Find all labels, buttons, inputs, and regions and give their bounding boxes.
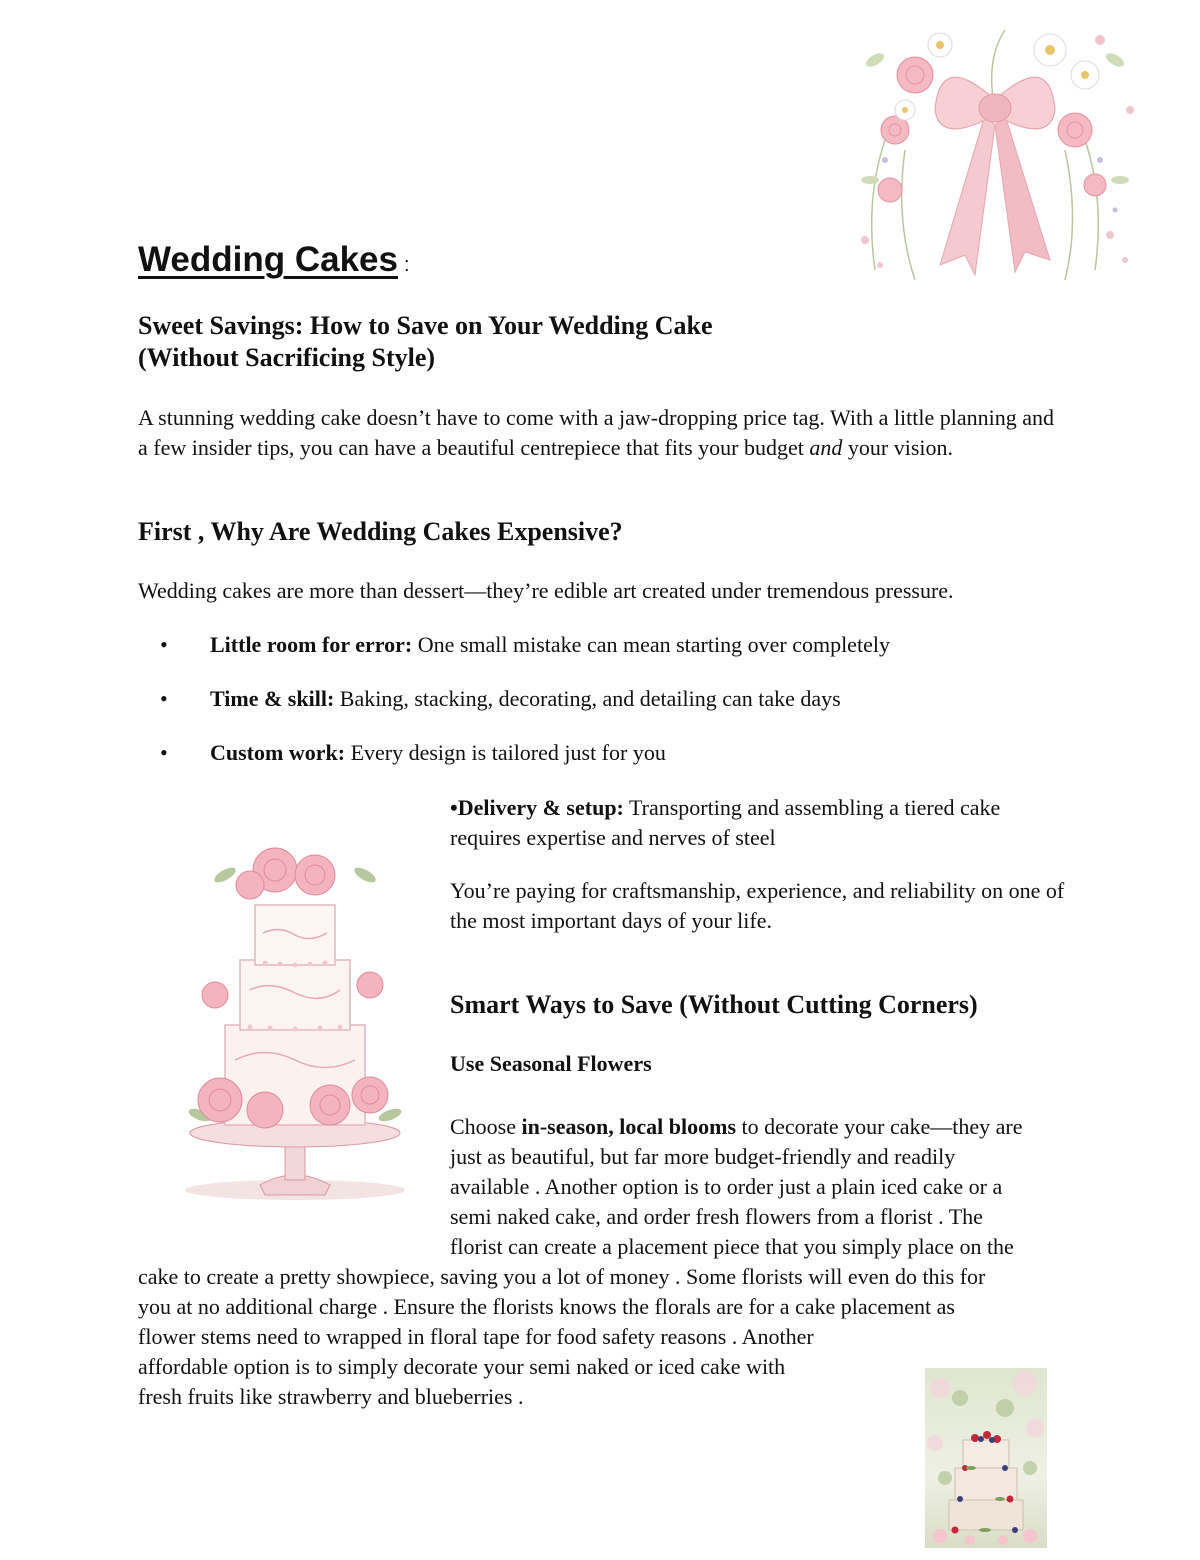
flowers-line-2: just as beautiful, but far more budget-friendly and readily bbox=[450, 1144, 956, 1169]
list-item bbox=[160, 630, 890, 660]
list-item bbox=[160, 738, 666, 768]
flowers-line-1 bbox=[450, 1112, 1023, 1142]
main-heading-line-2: (Without Sacrificing Style) bbox=[138, 343, 436, 372]
intro-paragraph bbox=[138, 403, 1058, 463]
why-intro: Wedding cakes are more than dessert—they’re edible art created under tremendous pressure. bbox=[138, 578, 954, 603]
main-heading bbox=[138, 310, 713, 374]
seasonal-flowers-subheading: Use Seasonal Flowers bbox=[450, 1051, 652, 1076]
title-colon: : bbox=[403, 254, 410, 276]
flowers-line-3: available . Another option is to order just a plain iced cake or a bbox=[450, 1174, 1003, 1199]
bullet-text: Baking, stacking, decorating, and detailing can take days bbox=[334, 686, 841, 711]
bullet-text: Every design is tailored just for you bbox=[345, 740, 666, 765]
bow-floral-illustration bbox=[845, 20, 1145, 310]
flowers-l1-rest: to decorate your cake—they are bbox=[736, 1114, 1023, 1139]
flowers-bold: in-season, local blooms bbox=[521, 1114, 737, 1139]
smart-ways-heading: Smart Ways to Save (Without Cutting Corners) bbox=[450, 990, 978, 1019]
flowers-line-10: fresh fruits like strawberry and blueberries . bbox=[138, 1384, 524, 1409]
paying-paragraph: You’re paying for craftsmanship, experience, and reliability on one of the most important days of your life. bbox=[450, 878, 1065, 933]
bullet-label: Time & skill: bbox=[210, 686, 335, 711]
flowers-line-6: cake to create a pretty showpiece, saving you a lot of money . Some florists will even do this for bbox=[138, 1264, 986, 1289]
page-title bbox=[138, 240, 410, 280]
bullet-dot: • bbox=[160, 632, 168, 657]
delivery-label: •Delivery & setup: bbox=[450, 795, 624, 820]
bullet-label: Little room for error: bbox=[210, 632, 413, 657]
why-heading: First , Why Are Wedding Cakes Expensive? bbox=[138, 517, 623, 546]
intro-part-2: your vision. bbox=[842, 435, 953, 460]
flowers-line-4: semi naked cake, and order fresh flowers from a florist . The bbox=[450, 1204, 983, 1229]
flowers-line-9: affordable option is to simply decorate your semi naked or iced cake with bbox=[138, 1354, 786, 1379]
delivery-paragraph bbox=[450, 793, 1070, 853]
bullet-dot: • bbox=[160, 740, 168, 765]
bullet-label: Custom work: bbox=[210, 740, 346, 765]
bullet-dot: • bbox=[160, 686, 168, 711]
flowers-line-8: flower stems need to wrapped in floral tape for food safety reasons . Another bbox=[138, 1324, 814, 1349]
flowers-lead: Choose bbox=[450, 1114, 522, 1139]
tiered-cake-illustration bbox=[165, 815, 425, 1210]
intro-emphasis: and bbox=[809, 435, 843, 460]
flowers-line-5: florist can create a placement piece that you simply place on the bbox=[450, 1234, 1014, 1259]
main-heading-line-1: Sweet Savings: How to Save on Your Wedding Cake bbox=[138, 311, 713, 340]
bullet-text: One small mistake can mean starting over completely bbox=[412, 632, 890, 657]
intro-part-1: A stunning wedding cake doesn’t have to come with a jaw-dropping price tag. With a little planning and a few insider tips, you can have a beautiful centrepiece that fits your budget bbox=[138, 405, 1054, 460]
title-text: Wedding Cakes bbox=[138, 240, 398, 279]
naked-cake-photo bbox=[925, 1368, 1047, 1548]
list-item bbox=[160, 684, 841, 714]
delivery-text: Transporting and assembling a tiered cake requires expertise and nerves of steel bbox=[450, 795, 1001, 850]
flowers-line-7: you at no additional charge . Ensure the florists knows the florals are for a cake placement as bbox=[138, 1294, 955, 1319]
